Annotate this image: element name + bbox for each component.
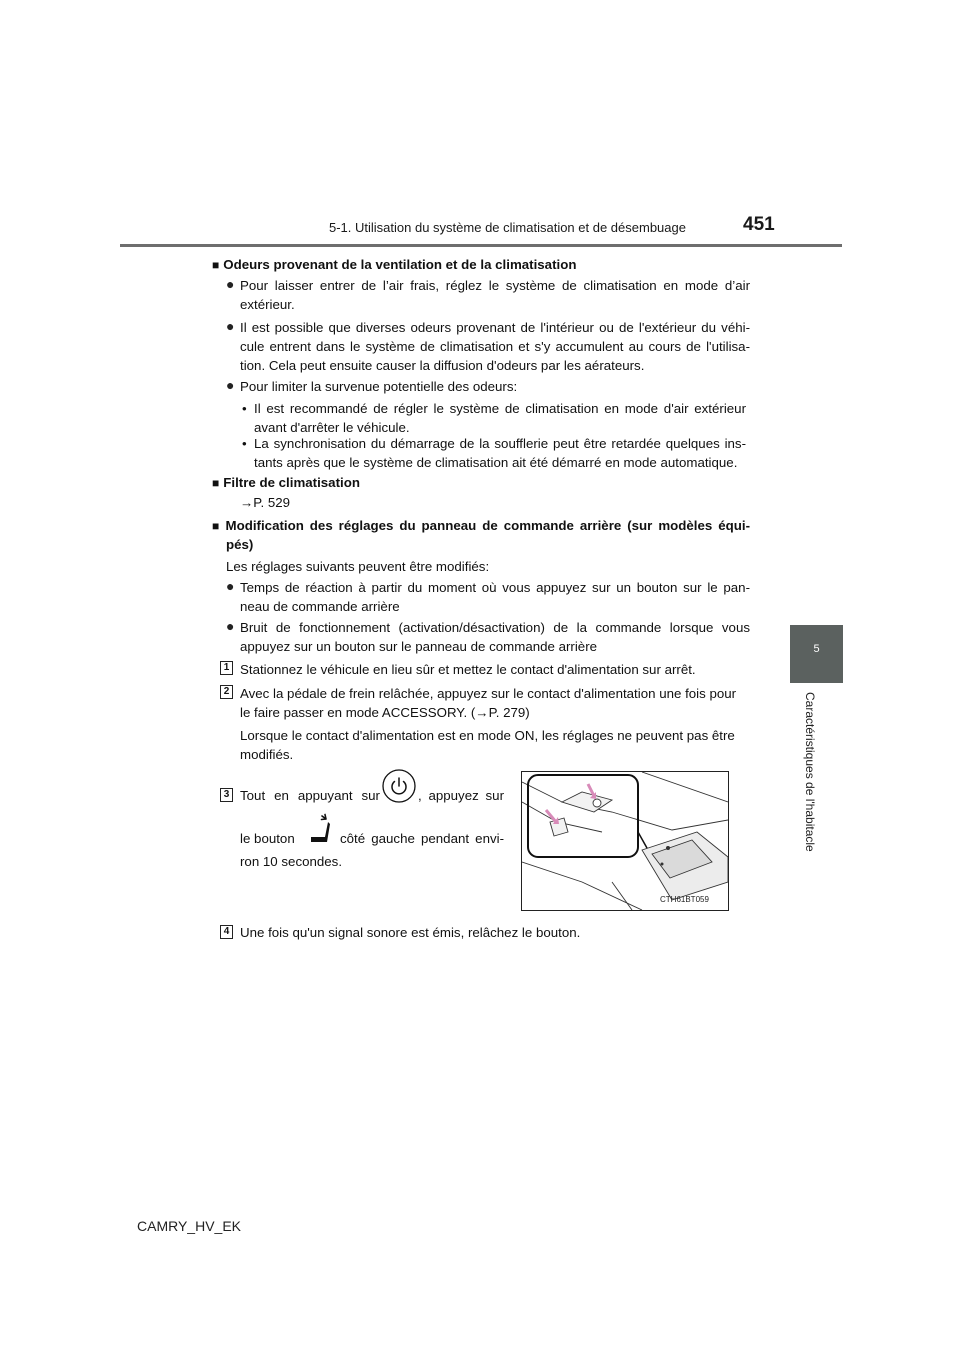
step-3-text-e: ron 10 secondes. [240, 854, 343, 869]
square-bullet-icon: ■ [212, 519, 222, 533]
step-4-text: Une fois qu'un signal sonore est émis, relâchez le bouton. [240, 925, 581, 940]
step-number-3: 3 [220, 788, 233, 802]
odors-bullet-1-line-2: extérieur. [240, 297, 295, 312]
chapter-number: 5 [813, 643, 820, 655]
odors-sub-1-line-2: avant d'arrêter le véhicule. [254, 420, 410, 435]
chapter-label: Caractéristiques de l'habitacle [803, 692, 817, 852]
rear-panel-intro: Les réglages suivants peuvent être modifiés: [226, 559, 490, 574]
bullet-icon: ● [226, 276, 235, 292]
odors-sub-2-line-2: tants après que le système de climatisation ait été démarré en mode automatique. [254, 455, 738, 470]
step-1-text: Stationnez le véhicule en lieu sûr et mettez le contact d'alimentation sur arrêt. [240, 662, 696, 677]
arrow-icon: → [475, 705, 489, 720]
step-2-line-2: le faire passer en mode ACCESSORY. (→P. 279) [240, 705, 530, 720]
step-3-text-a: Tout en appuyant sur [240, 788, 380, 803]
odors-bullet-2-line-3: tion. Cela peut ensuite causer la diffusion d'odeurs par les aérateurs. [240, 358, 645, 373]
sub-bullet-icon: • [242, 436, 247, 451]
bullet-icon: ● [226, 578, 235, 594]
odors-bullet-2-line-1: Il est possible que diverses odeurs provenant de l'intérieur ou de l'extérieur du véhi- [240, 320, 750, 335]
heading-rear-panel-line-1: ■ Modification des réglages du panneau de commande arrière (sur modèles équi- [212, 518, 750, 533]
bullet-icon: ● [226, 377, 235, 393]
bullet-icon: ● [226, 618, 235, 634]
step-number-1: 1 [220, 661, 233, 675]
rear-bullet-2-line-2: appuyez sur un bouton sur le panneau de commande arrière [240, 639, 598, 654]
rear-bullet-2-line-1: Bruit de fonctionnement (activation/désactivation) de la commande lorsque vous [240, 620, 750, 635]
rear-panel-illustration [521, 771, 729, 911]
step-number-4: 4 [220, 925, 233, 939]
page-number: 451 [743, 214, 775, 235]
figure-code: CTH61BT059 [660, 895, 709, 904]
sub-bullet-icon: • [242, 401, 247, 416]
odors-bullet-3: Pour limiter la survenue potentielle des odeurs: [240, 379, 518, 394]
section-title: 5-1. Utilisation du système de climatisation et de désembuage [329, 220, 686, 235]
power-button-icon [382, 769, 416, 803]
heading-filter: ■ Filtre de climatisation [212, 475, 360, 490]
step-3-text-d: côté gauche pendant envi- [340, 831, 504, 846]
rear-bullet-1-line-2: neau de commande arrière [240, 599, 400, 614]
seat-button-icon [308, 812, 332, 846]
step-2-line-4: modifiés. [240, 747, 294, 762]
step-number-2: 2 [220, 685, 233, 699]
square-bullet-icon: ■ [212, 258, 220, 272]
header-rule [120, 244, 842, 247]
step-3-text-b: , appuyez sur [418, 788, 504, 803]
odors-sub-2-line-1: La synchronisation du démarrage de la soufflerie peut être retardée quelques ins- [254, 436, 746, 451]
heading-rear-panel-line-2: pés) [226, 537, 254, 552]
bullet-icon: ● [226, 318, 235, 334]
step-3-text-c: le bouton [240, 831, 295, 846]
model-code: CAMRY_HV_EK [137, 1218, 242, 1234]
odors-bullet-1-line-1: Pour laisser entrer de l’air frais, réglez le système de climatisation en mode d’air [240, 278, 750, 293]
square-bullet-icon: ■ [212, 476, 220, 490]
heading-odors: ■ Odeurs provenant de la ventilation et de la climatisation [212, 257, 577, 272]
filter-reference[interactable]: →P. 529 [240, 495, 291, 510]
step-2-line-1: Avec la pédale de frein relâchée, appuyez sur le contact d'alimentation une fois pour [240, 686, 737, 701]
arrow-icon: → [240, 495, 254, 510]
rear-bullet-1-line-1: Temps de réaction à partir du moment où vous appuyez sur un bouton sur le pan- [240, 580, 750, 595]
odors-sub-1-line-1: Il est recommandé de régler le système de climatisation en mode d'air extérieur [254, 401, 746, 416]
odors-bullet-2-line-2: cule entrent dans le système de climatisation et s'y accumulent au cours de l'utilisa- [240, 339, 750, 354]
step-2-line-3: Lorsque le contact d'alimentation est en mode ON, les réglages ne peuvent pas être [240, 728, 735, 743]
